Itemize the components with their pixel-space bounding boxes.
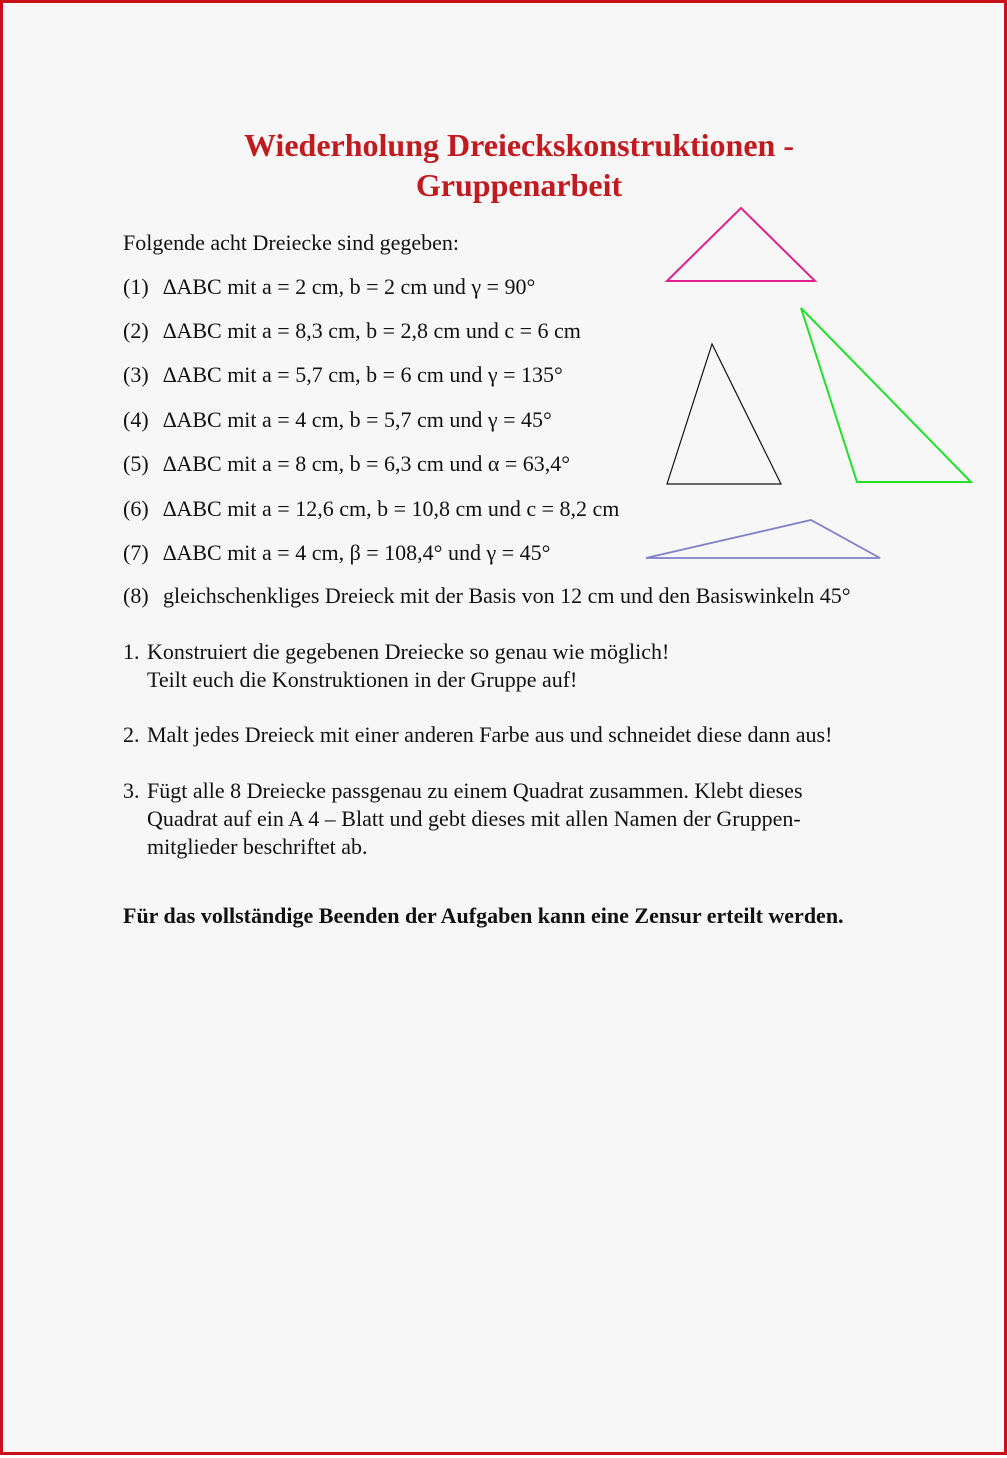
item-text: ∆ABC mit a = 4 cm, b = 5,7 cm und γ = 45° [163,407,552,432]
triangle-item-8 [123,582,851,610]
item-number: (6) [123,496,149,521]
item-text: ∆ABC mit a = 4 cm, β = 108,4° und γ = 45° [163,540,551,565]
triangle-item-1 [123,273,535,301]
task-line: Teilt euch die Konstruktionen in der Gruppe auf! [147,667,578,692]
title-line-2: Gruppenarbeit [415,167,623,203]
triangle-item-7 [123,539,550,567]
task-number: 2. [123,722,140,747]
page-title [3,125,1007,205]
item-text: ∆ABC mit a = 12,6 cm, b = 10,8 cm und c = 8,2 cm [163,496,620,521]
triangle-item-3 [123,361,563,389]
task-3 [123,777,803,861]
item-text: ∆ABC mit a = 5,7 cm, b = 6 cm und γ = 135° [163,362,563,387]
item-number: (3) [123,362,149,387]
triangle-item-2 [123,317,581,345]
item-text: gleichschenkliges Dreieck mit der Basis von 12 cm und den Basiswinkeln 45° [163,583,851,608]
task-line: Malt jedes Dreieck mit einer anderen Farbe aus und schneidet diese dann aus! [147,722,833,747]
green-triangle [801,308,971,482]
item-number: (2) [123,318,149,343]
item-number: (5) [123,451,149,476]
triangle-item-5 [123,450,570,478]
task-number: 1. [123,639,140,664]
task-line: mitglieder beschriftet ab. [147,834,368,859]
intro-text: Folgende acht Dreiecke sind gegeben: [123,230,459,255]
item-text: ∆ABC mit a = 2 cm, b = 2 cm und γ = 90° [163,274,536,299]
pink-triangle [667,208,815,281]
item-number: (8) [123,583,149,608]
task-1 [123,638,669,694]
black-triangle [667,344,781,484]
task-line: Quadrat auf ein A 4 – Blatt und gebt dieses mit allen Namen der Gruppen- [147,806,801,831]
triangle-item-6 [123,495,619,523]
title-line-1: Wiederholung Dreieckskonstruktionen - [244,127,794,163]
task-line: Fügt alle 8 Dreiecke passgenau zu einem Quadrat zusammen. Klebt dieses [147,778,803,803]
task-2 [123,721,832,749]
item-text: ∆ABC mit a = 8,3 cm, b = 2,8 cm und c = 6 cm [163,318,581,343]
triangle-item-4 [123,406,552,434]
task-line: Konstruiert die gegebenen Dreiecke so genau wie möglich! [147,639,670,664]
item-number: (4) [123,407,149,432]
task-number: 3. [123,778,140,803]
grading-note: Für das vollständige Beenden der Aufgaben kann eine Zensur erteilt werden. [123,903,844,928]
purple-triangle [646,520,880,558]
item-text: ∆ABC mit a = 8 cm, b = 6,3 cm und α = 63,4° [163,451,571,476]
item-number: (1) [123,274,149,299]
item-number: (7) [123,540,149,565]
